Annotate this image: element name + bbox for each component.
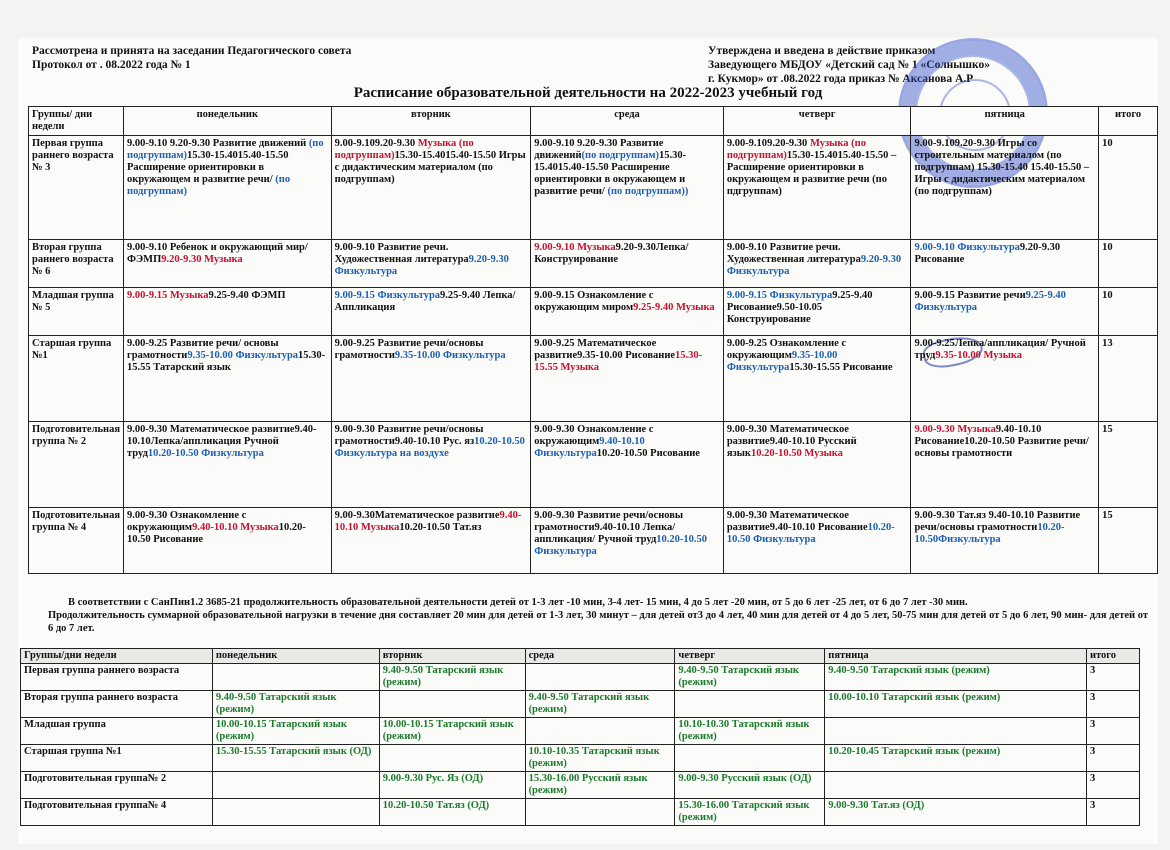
tatar-cell (525, 799, 675, 826)
schedule-entry: 9.40-10.10 Развитие речи/основы грамотности (914, 510, 1081, 533)
schedule-entry: 9.50-10.05 Конструирование (726, 302, 823, 325)
schedule-entry: 10.20-10.50 Тат.яз (399, 522, 482, 533)
schedule-entry: 15.40-15.50 Игры с дидактическим материалом (по подгруппам) (334, 150, 526, 185)
tatar-cell: 10.00-10.15 Татарский язык (режим) (212, 718, 379, 745)
schedule-entry: (по подгруппам) (127, 138, 324, 161)
schedule-entry: 9.00-9.10 Ребенок и окружающий мир/ ФЭМП (127, 242, 308, 265)
tatar-header-row (21, 649, 1140, 664)
column-header: вторник (331, 107, 531, 136)
schedule-entry: 9.00-9.10 (127, 138, 168, 149)
tatar-row (21, 691, 1140, 718)
schedule-entry: 15.30-15.55 Татарский язык (127, 350, 326, 373)
schedule-entry: 15.30-15.40 (974, 162, 1028, 173)
schedule-cell (531, 508, 724, 574)
tatar-column-header: пятница (825, 649, 1087, 664)
tatar-column-header: итого (1086, 649, 1139, 664)
tatar-total-cell: 3 (1086, 691, 1139, 718)
tatar-cell: 9.40-9.50 Татарский язык (режим) (675, 664, 825, 691)
tatar-total-cell: 3 (1086, 718, 1139, 745)
schedule-cell (911, 422, 1099, 508)
tatar-cell: 9.00-9.30 Русский язык (ОД) (675, 772, 825, 799)
schedule-entry: 9.00-9.10 Физкультура (914, 242, 1020, 253)
schedule-entry: 9.25-9.40 Музыка (633, 302, 715, 313)
schedule-entry: 9.00-9.15 Физкультура (726, 290, 833, 301)
group-name-cell: Подготовительная группа № 2 (29, 422, 124, 508)
tatar-cell (212, 664, 379, 691)
schedule-entry: 9.40-10.10 Рисование (914, 424, 1042, 447)
schedule-entry: (по подгруппам) (581, 150, 659, 161)
tatar-cell (379, 691, 525, 718)
schedule-entry: 9.25-9.40 ФЭМП (208, 290, 286, 301)
tatar-cell: 15.30-16.00 Татарский язык (режим) (675, 799, 825, 826)
tatar-cell: 9.00-9.30 Рус. Яз (ОД) (379, 772, 525, 799)
tatar-row (21, 772, 1140, 799)
approval-left-line-2: Протокол от . 08.2022 года № 1 (32, 59, 191, 71)
tatar-cell: 9.40-9.50 Татарский язык (режим) (379, 664, 525, 691)
schedule-entry: 9.00-9.25 Развитие речи/основы грамотности (334, 338, 484, 361)
tatar-cell (675, 691, 825, 718)
tatar-cell: 9.40-9.50 Татарский язык (режим) (825, 664, 1087, 691)
schedule-entry: 9.00-9.30 Математическое развитие (127, 424, 295, 435)
schedule-cell (531, 422, 724, 508)
tatar-group-cell: Старшая группа №1 (21, 745, 213, 772)
tatar-column-header: Группы/дни недели (21, 649, 213, 664)
schedule-entry: 9.35-10.00 Рисование (577, 350, 676, 361)
schedule-entry: 9.20-9.30 Физкультура (726, 254, 902, 277)
schedule-entry: 9.40-10.10 Музыка (334, 510, 522, 533)
schedule-cell (331, 136, 531, 240)
total-cell: 15 (1099, 422, 1158, 508)
schedule-cell (723, 508, 911, 574)
schedule-cell (911, 240, 1099, 288)
tatar-cell (525, 664, 675, 691)
schedule-entry: 9.35-10.00 Музыка (935, 350, 1023, 361)
schedule-cell (531, 240, 724, 288)
tatar-cell: 10.10-10.35 Татарский язык (режим) (525, 745, 675, 772)
schedule-entry: 9.00-9.30 Музыка (914, 424, 996, 435)
schedule-entry: 9.00-9.10 Музыка (534, 242, 616, 253)
schedule-entry: 9.20-9.30 (374, 138, 418, 149)
schedule-entry: Математическое развитие (374, 510, 500, 521)
tatar-cell (212, 772, 379, 799)
schedule-entry: 10.20-10.50 Музыка (750, 448, 843, 459)
schedule-row (29, 508, 1158, 574)
schedule-entry: 10.20-10.50 Физкультура (147, 448, 264, 459)
schedule-row (29, 422, 1158, 508)
schedule-entry: 9.00-9.30 Математическое развитие (726, 510, 849, 533)
column-header: итого (1099, 107, 1158, 136)
schedule-entry: 9.00-9.30 Математическое развитие (726, 424, 849, 447)
tatar-cell (825, 772, 1087, 799)
schedule-entry: 9.25-9.40 Лепка/Аппликация (334, 290, 516, 313)
group-name-cell: Подготовительная группа № 4 (29, 508, 124, 574)
schedule-cell (124, 508, 332, 574)
schedule-entry: 10.20-10.50 Рисование (596, 448, 700, 459)
schedule-entry: 10.20-10.50 Физкультура (726, 522, 895, 545)
schedule-cell (723, 422, 911, 508)
schedule-cell (531, 136, 724, 240)
schedule-cell (124, 136, 332, 240)
tatar-cell (675, 745, 825, 772)
schedule-entry: 9.20-9.30 Физкультура (334, 254, 509, 277)
schedule-cell (531, 288, 724, 336)
schedule-entry: 15.30-15.40 (534, 150, 687, 173)
column-header: понедельник (124, 107, 332, 136)
tatar-cell: 10.00-10.15 Татарский язык (режим) (379, 718, 525, 745)
schedule-entry: 15.40-15.50 – Расширение ориентировки в окружающем и развитие речи (по пдгруппам) (726, 150, 897, 197)
tatar-column-header: понедельник (212, 649, 379, 664)
schedule-entry: 15.40-15.50 Расширение ориентировки в окружающем и развитие речи/ (534, 162, 686, 197)
approval-right-line-1: Утверждена и введена в действие приказом (708, 45, 936, 57)
schedule-cell (911, 336, 1099, 422)
schedule-entry: 9.20-9.30 Музыка (161, 254, 243, 265)
group-name-cell: Старшая группа №1 (29, 336, 124, 422)
schedule-cell (723, 336, 911, 422)
tatar-cell (212, 799, 379, 826)
schedule-cell (331, 288, 531, 336)
tatar-cell: 15.30-15.55 Татарский язык (ОД) (212, 745, 379, 772)
schedule-entry: Музыка (по подгруппам) (726, 138, 866, 161)
schedule-entry: 9.35-10.00 Физкультура (187, 350, 299, 361)
schedule-entry: 9.00-9.10 (726, 138, 768, 149)
schedule-entry: 9.40-10.10 Рисование (769, 522, 868, 533)
schedule-cell (723, 240, 911, 288)
schedule-entry: Музыка (по подгруппам) (334, 138, 474, 161)
tatar-cell: 9.40-9.50 Татарский язык (режим) (212, 691, 379, 718)
total-cell: 13 (1099, 336, 1158, 422)
column-header: среда (531, 107, 724, 136)
tatar-cell (525, 718, 675, 745)
schedule-entry: 9.40-10.10 Лепка/аппликация/ Ручной труд (534, 522, 676, 545)
schedule-entry: 9.25-9.40 Физкультура (914, 290, 1066, 313)
schedule-entry: 9.40-10.10 Русский язык (726, 436, 857, 459)
schedule-entry: 9.00-9.15 Физкультура (334, 290, 441, 301)
schedule-entry: 9.35-10.00 Физкультура (394, 350, 506, 361)
schedule-entry: 9.00-9.25 Математическое развитие (534, 338, 657, 361)
schedule-entry: 9.00-9.25 (914, 338, 955, 349)
total-cell: 15 (1099, 508, 1158, 574)
approval-left (32, 44, 351, 72)
schedule-entry: 9.00-9.30 Тат.яз (914, 510, 986, 521)
approval-right (708, 44, 990, 86)
schedule-entry: 9.00-9.25 Развитие речи/ основы грамотности (127, 338, 279, 361)
approval-right-line-3: г. Кукмор» от .08.2022 года приказ № Аксанова А.Р (708, 73, 974, 85)
group-name-cell: Младшая группа № 5 (29, 288, 124, 336)
schedule-cell (124, 240, 332, 288)
schedule-entry: 9.00-9.10 Развитие речи. Художественная литература (334, 242, 469, 265)
schedule-entry: 9.25-9.40 Рисование (726, 290, 873, 313)
tatar-cell (825, 718, 1087, 745)
tatar-row (21, 799, 1140, 826)
schedule-entry: 15.30-15.40 (394, 150, 446, 161)
column-header: пятница (911, 107, 1099, 136)
tatar-row (21, 745, 1140, 772)
schedule-entry: 10.20-10.50 Рисование (127, 522, 306, 545)
schedule-cell (331, 336, 531, 422)
schedule-entry: 10.20-10.50 Физкультура на воздухе (334, 436, 525, 459)
tatar-cell: 10.20-10.45 Татарский язык (режим) (825, 745, 1087, 772)
schedule-cell (911, 288, 1099, 336)
tatar-column-header: четверг (675, 649, 825, 664)
schedule-cell (911, 136, 1099, 240)
schedule-entry: 15.40-15.50 Расширение ориентировки в окружающем и развитие речи/ (127, 150, 289, 185)
tatar-schedule-table (20, 648, 1140, 826)
schedule-entry: 9.00-9.15 Музыка (127, 290, 209, 301)
schedule-table (28, 106, 1158, 574)
schedule-entry: 10.20-10.50 Физкультура (534, 534, 708, 557)
sanpin-note (48, 596, 1148, 635)
tatar-cell: 10.20-10.50 Тат.яз (ОД) (379, 799, 525, 826)
note-line-2: Продолжительность суммарной образовательной нагрузки в течение дня составляет 20 мин для детей от 1-3 лет, 30 минут – для детей от3 до 4 лет, 40 мин для детей от 4 до 5 лет, 50-75 мин для детей от 5 до 6 лет, 90 мин- для детей от 6 до 7 лет. (48, 610, 1148, 634)
group-name-cell: Первая группа раннего возраста № 3 (29, 136, 124, 240)
schedule-cell (723, 288, 911, 336)
schedule-entry: 9.20-9.30 Рисование (914, 242, 1061, 265)
tatar-total-cell: 3 (1086, 772, 1139, 799)
schedule-entry: 9.00-9.10 (534, 138, 575, 149)
column-header: четверг (723, 107, 911, 136)
tatar-total-cell: 3 (1086, 745, 1139, 772)
tatar-column-header: среда (525, 649, 675, 664)
schedule-entry: 9.00-9.25 Ознакомление с окружающим (726, 338, 847, 361)
schedule-entry: 9.20-9.30 Игры со строительным материалом (по подгруппам) (914, 138, 1062, 173)
schedule-header-row (29, 107, 1158, 136)
tatar-group-cell: Первая группа раннего возраста (21, 664, 213, 691)
schedule-row (29, 336, 1158, 422)
tatar-row (21, 718, 1140, 745)
tatar-cell: 9.40-9.50 Татарский язык (режим) (525, 691, 675, 718)
schedule-entry: 9.20-9.30 Развитие движений (167, 138, 309, 149)
schedule-entry: 9.00-9.10 Развитие речи. Художественная литература (726, 242, 861, 265)
schedule-entry: 10.20-10.50Физкультура (914, 522, 1065, 545)
schedule-entry: 9.40-10.10Лепка/аппликация Ручной труд (127, 424, 317, 459)
schedule-entry: 9.20-9.30 (615, 242, 656, 253)
schedule-row (29, 288, 1158, 336)
schedule-entry: 9.00-9.30 (334, 510, 375, 521)
page-title: Расписание образовательной деятельности на 2022-2023 учебный год (353, 85, 823, 101)
schedule-entry: 9.00-9.30 Развитие речи/основы грамотности (534, 510, 684, 533)
tatar-column-header: вторник (379, 649, 525, 664)
schedule-entry: 15.30-15.40 (786, 150, 838, 161)
schedule-cell (723, 136, 911, 240)
schedule-entry: 9.40-10.10 Музыка (192, 522, 279, 533)
tatar-total-cell: 3 (1086, 664, 1139, 691)
approval-right-line-2: Заведующего МБДОУ «Детский сад № 1 «Солнышко» (708, 59, 990, 71)
tatar-row (21, 664, 1140, 691)
group-name-cell: Вторая группа раннего возраста № 6 (29, 240, 124, 288)
tatar-cell: 9.00-9.30 Тат.яз (ОД) (825, 799, 1087, 826)
schedule-entry: 9.00-9.10 (334, 138, 375, 149)
total-cell: 10 (1099, 240, 1158, 288)
schedule-cell (331, 240, 531, 288)
document-page (18, 38, 1158, 844)
column-header: Группы/ дни недели (29, 107, 124, 136)
tatar-group-cell: Подготовительная группа№ 4 (21, 799, 213, 826)
schedule-cell (911, 508, 1099, 574)
total-cell: 10 (1099, 288, 1158, 336)
schedule-entry: 9.00-9.30 Развитие речи/основы грамотности (334, 424, 484, 447)
schedule-entry: 15.30-15.40 (187, 150, 238, 161)
schedule-entry: 9.35-10.00 Физкультура (726, 350, 838, 373)
tatar-group-cell: Вторая группа раннего возраста (21, 691, 213, 718)
tatar-group-cell: Подготовительная группа№ 2 (21, 772, 213, 799)
schedule-row (29, 136, 1158, 240)
tatar-group-cell: Младшая группа (21, 718, 213, 745)
schedule-entry: Лепка/Конструирование (534, 242, 689, 265)
schedule-cell (331, 508, 531, 574)
schedule-entry: Лепка/аппликация/ Ручной труд (914, 338, 1086, 361)
tatar-cell: 10.00-10.10 Татарский язык (режим) (825, 691, 1087, 718)
tatar-cell: 15.30-16.00 Русский язык (режим) (525, 772, 675, 799)
schedule-entry: 9.40-10.10 Физкультура (534, 436, 645, 459)
schedule-entry: 15.30-15.55 Музыка (534, 350, 703, 373)
schedule-cell (124, 288, 332, 336)
schedule-cell (331, 422, 531, 508)
note-line-1: В соответствии с СанПин1.2 3685-21 продолжительность образовательной деятельности детей от 1-3 лет -10 мин, 3-4 лет- 15 мин, 4 до 5 лет -20 мин, от 5 до 6 лет -25 лет, от 6 до 7 лет -30 мин. (68, 597, 968, 608)
schedule-entry: 15.30-15.55 Рисование (789, 362, 893, 373)
schedule-entry: 9.00-9.15 Развитие речи (914, 290, 1026, 301)
schedule-entry: 9.00-9.15 Ознакомление с окружающим миром (534, 290, 654, 313)
schedule-entry: 9.00-9.30 Ознакомление с окружающим (127, 510, 247, 533)
schedule-entry: 15.40-15.50 –Игры с дидактическим материалом (по подгруппам) (914, 162, 1090, 197)
schedule-cell (531, 336, 724, 422)
schedule-entry: 10.20-10.50 Развитие речи/основы грамотности (914, 436, 1089, 459)
schedule-cell (124, 336, 332, 422)
schedule-entry: 9.20-9.30 Развитие движений (534, 138, 664, 161)
tatar-total-cell: 3 (1086, 799, 1139, 826)
schedule-entry: 9.20-9.30 (767, 138, 810, 149)
total-cell: 10 (1099, 136, 1158, 240)
schedule-entry: 9.40-10.10 Рус. яз (394, 436, 475, 447)
schedule-entry: 9.00-9.30 Ознакомление с окружающим (534, 424, 654, 447)
tatar-cell: 10.10-10.30 Татарский язык (режим) (675, 718, 825, 745)
schedule-row (29, 240, 1158, 288)
schedule-entry: 9.00-9.10 (914, 138, 955, 149)
tatar-cell (379, 745, 525, 772)
schedule-cell (124, 422, 332, 508)
schedule-entry: (по подгруппам)) (607, 186, 689, 197)
schedule-entry: (по подгруппам) (127, 174, 291, 197)
approval-left-line-1: Рассмотрена и принята на заседании Педагогического совета (32, 45, 352, 57)
